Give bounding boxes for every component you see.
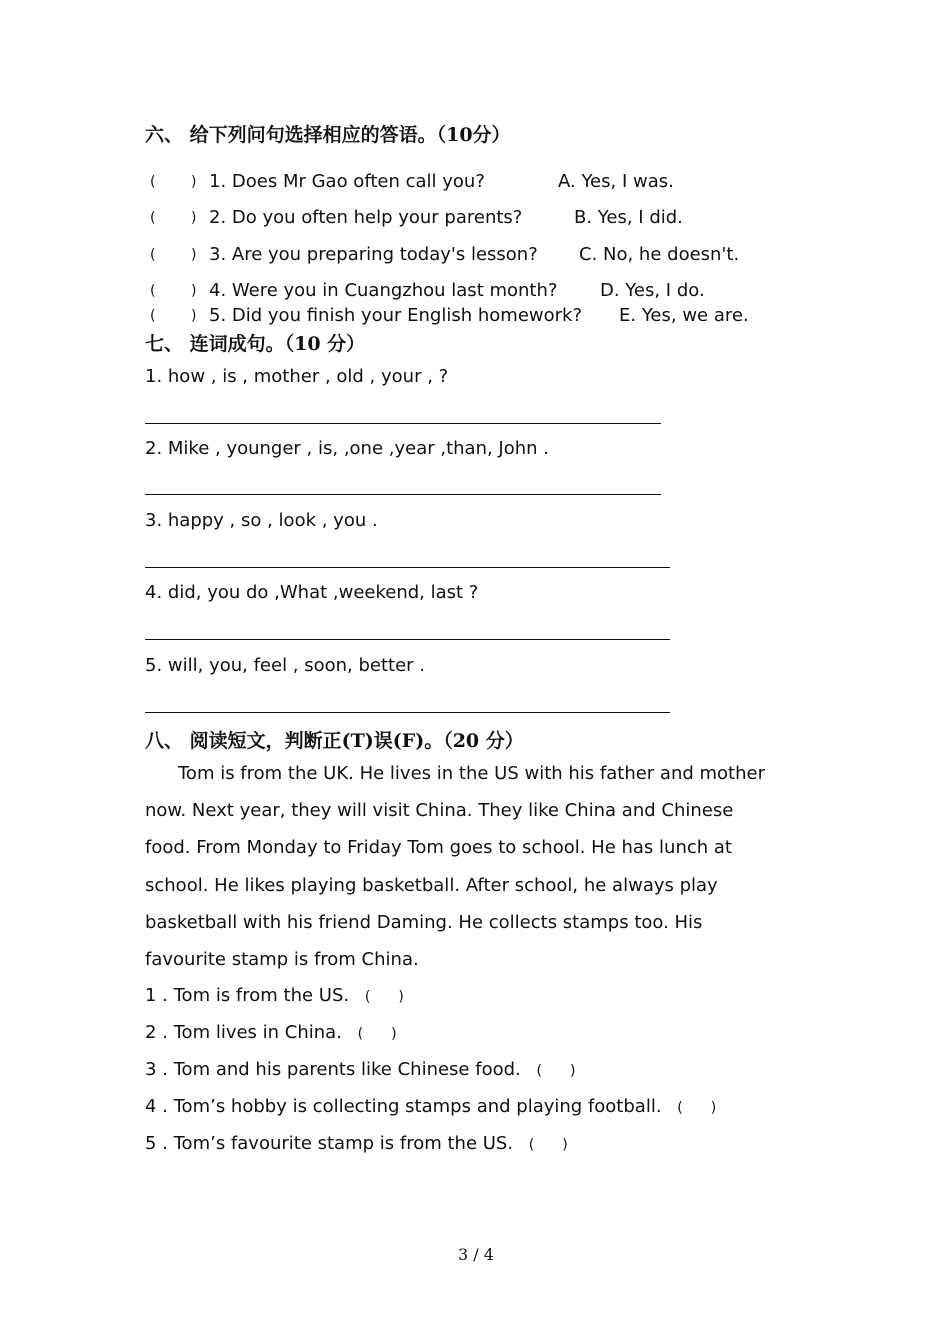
answer-option: E. Yes, we are. (619, 305, 749, 326)
answer-line[interactable] (145, 567, 670, 568)
question-text: 1. Does Mr Gao often call you? (209, 171, 485, 192)
word-order-item: 4. did, you do ,What ,weekend, last ? (145, 582, 479, 603)
answer-blank[interactable]: ( ) (528, 1137, 568, 1153)
true-false-item (145, 1059, 575, 1080)
passage-line: school. He likes playing basketball. After school, he always play (145, 875, 718, 896)
answer-blank-close: ) (191, 210, 197, 226)
answer-line[interactable] (145, 712, 670, 713)
statement-text: 1 . Tom is from the US. (145, 985, 350, 1006)
true-false-item (145, 1022, 397, 1043)
true-false-item (145, 1096, 716, 1117)
answer-option: B. Yes, I did. (574, 207, 683, 228)
section-8-title: 八、 阅读短文，判断正(T)误(F)。（20 分） (145, 730, 524, 752)
word-order-item: 5. will, you, feel , soon, better . (145, 655, 426, 676)
answer-blank[interactable]: ( ) (357, 1026, 397, 1042)
answer-blank-close: ) (191, 247, 197, 263)
question-text: 4. Were you in Cuangzhou last month? (209, 280, 558, 301)
word-order-item: 2. Mike , younger , is, ,one ,year ,than, John . (145, 438, 550, 459)
answer-option: A. Yes, I was. (558, 171, 674, 192)
word-order-item: 1. how , is , mother , old , your , ? (145, 366, 449, 387)
answer-blank-open[interactable]: ( (150, 247, 156, 263)
true-false-item (145, 1133, 568, 1154)
answer-line[interactable] (145, 494, 661, 495)
answer-blank-close: ) (191, 174, 197, 190)
question-text: 5. Did you finish your English homework? (209, 305, 583, 326)
statement-text: 3 . Tom and his parents like Chinese food. (145, 1059, 521, 1080)
answer-blank-close: ) (191, 308, 197, 324)
passage-line: favourite stamp is from China. (145, 949, 419, 970)
answer-blank-open[interactable]: ( (150, 308, 156, 324)
answer-blank-open[interactable]: ( (150, 283, 156, 299)
answer-line[interactable] (145, 639, 670, 640)
true-false-item (145, 985, 404, 1006)
question-text: 2. Do you often help your parents? (209, 207, 523, 228)
passage-line: Tom is from the UK. He lives in the US with his father and mother (178, 763, 765, 784)
answer-blank-close: ) (191, 283, 197, 299)
answer-blank[interactable]: ( ) (364, 989, 404, 1005)
answer-blank[interactable]: ( ) (536, 1063, 576, 1079)
section-6-title: 六、 给下列问句选择相应的答语。（10分） (145, 124, 511, 146)
passage-line: food. From Monday to Friday Tom goes to school. He has lunch at (145, 837, 732, 858)
answer-blank[interactable]: ( ) (677, 1100, 717, 1116)
section-7-title: 七、 连词成句。（10 分） (145, 333, 366, 355)
statement-text: 2 . Tom lives in China. (145, 1022, 342, 1043)
statement-text: 4 . Tom’s hobby is collecting stamps and playing football. (145, 1096, 662, 1117)
passage-line: basketball with his friend Daming. He collects stamps too. His (145, 912, 703, 933)
answer-option: C. No, he doesn't. (579, 244, 740, 265)
statement-text: 5 . Tom’s favourite stamp is from the US. (145, 1133, 514, 1154)
answer-option: D. Yes, I do. (600, 280, 705, 301)
page-number: 3 / 4 (458, 1245, 494, 1264)
answer-line[interactable] (145, 423, 661, 424)
word-order-item: 3. happy , so , look , you . (145, 510, 378, 531)
answer-blank-open[interactable]: ( (150, 174, 156, 190)
question-text: 3. Are you preparing today's lesson? (209, 244, 538, 265)
passage-line: now. Next year, they will visit China. They like China and Chinese (145, 800, 734, 821)
answer-blank-open[interactable]: ( (150, 210, 156, 226)
